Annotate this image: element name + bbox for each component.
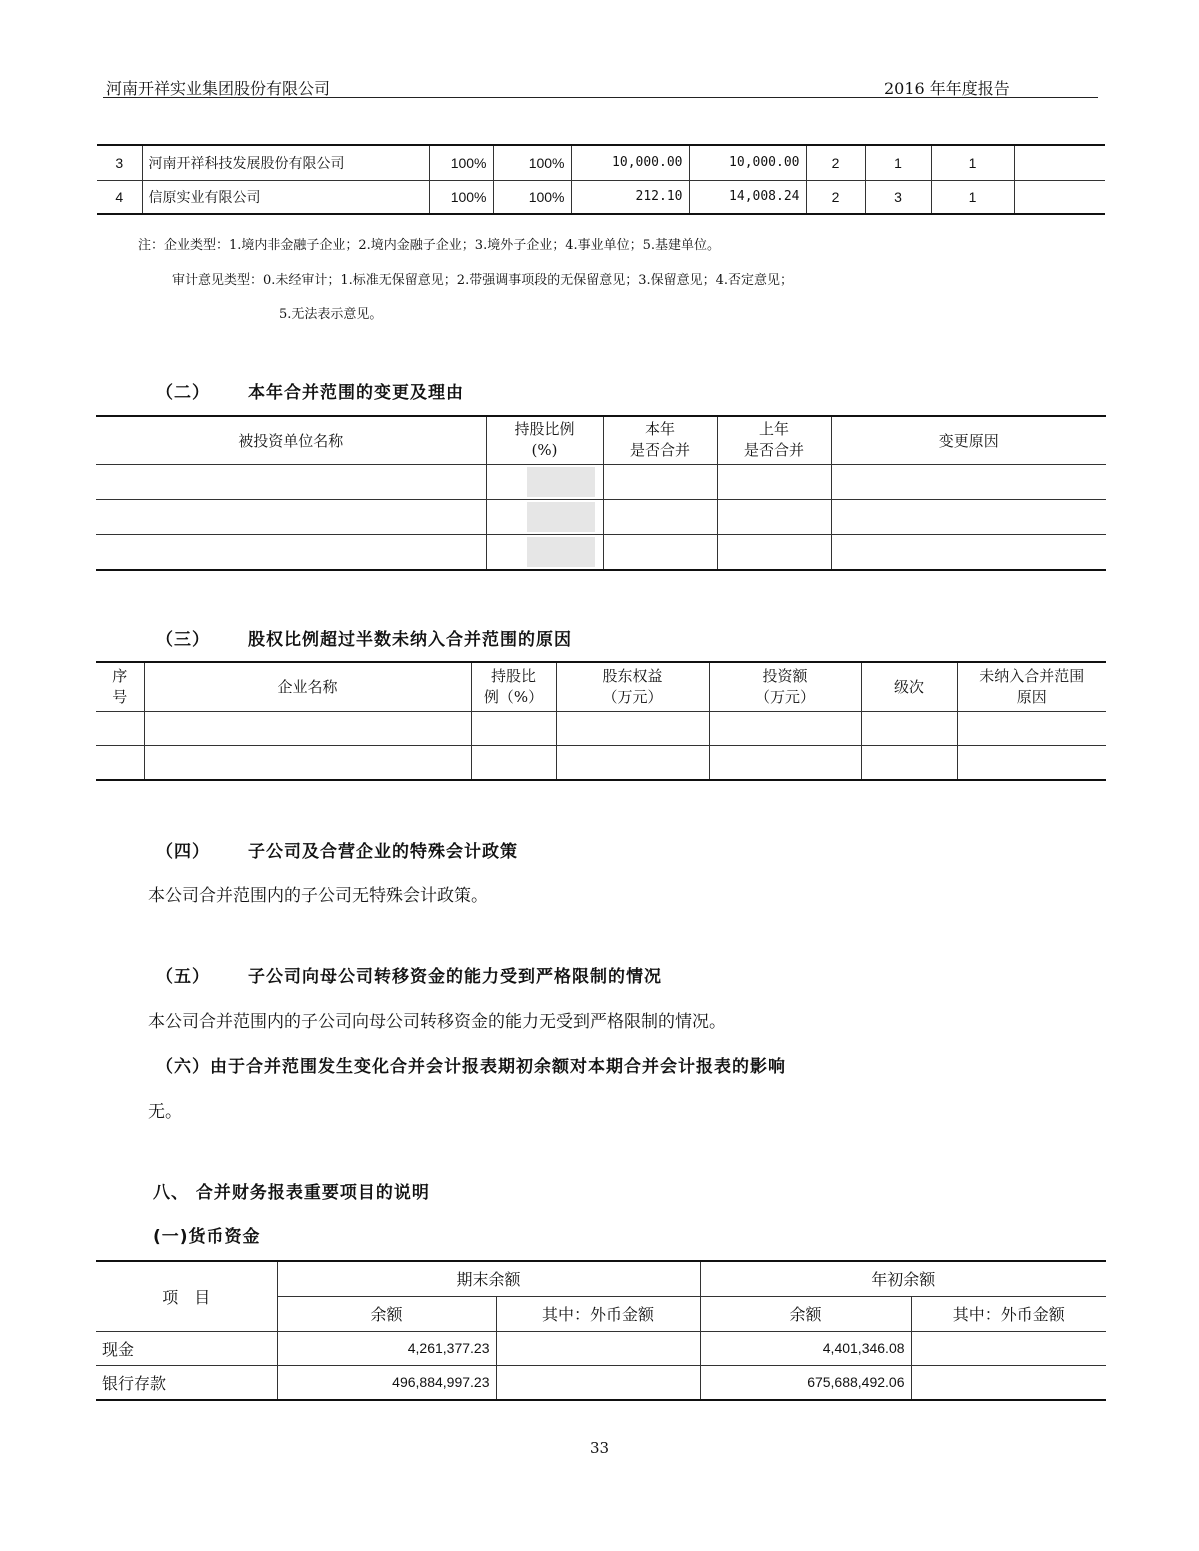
header-change-reason: 变更原因 [831, 416, 1106, 464]
section5-title: 子公司向母公司转移资金的能力受到严格限制的情况 [248, 967, 662, 987]
cell-end-amount: 496,884,997.23 [277, 1365, 496, 1400]
cell-empty [96, 464, 486, 499]
cell-empty [861, 711, 957, 745]
section5-text: 本公司合并范围内的子公司向母公司转移资金的能力无受到严格限制的情况。 [148, 1012, 726, 1032]
page-number: 33 [590, 1439, 610, 1457]
table-row [97, 180, 1105, 214]
header-share-ratio-line2: (%) [531, 441, 558, 460]
cell-shaded [486, 464, 603, 499]
cell-ratio: 100% [429, 145, 493, 180]
cell-begin-amount: 4,401,346.08 [700, 1331, 911, 1365]
cell-empty [144, 711, 471, 745]
cell-item: 现金 [96, 1331, 277, 1365]
section6-text: 无。 [148, 1102, 182, 1122]
cell-empty [96, 745, 144, 780]
cell-audit: 1 [931, 145, 1014, 180]
cell-ratio: 100% [429, 180, 493, 214]
header-item: 项 目 [96, 1261, 277, 1331]
header-current-year [603, 416, 717, 464]
section8-title: 八、 合并财务报表重要项目的说明 [153, 1183, 430, 1203]
section4-text: 本公司合并范围内的子公司无特殊会计政策。 [148, 886, 488, 906]
header-investment-line2: （万元） [754, 687, 815, 706]
table-row [96, 1365, 1106, 1400]
cell-empty [861, 745, 957, 780]
header-end-balance: 期末余额 [277, 1261, 700, 1296]
header-equity-line2: （万元） [602, 687, 663, 706]
header-divider [103, 97, 1098, 98]
section2-title: 本年合并范围的变更及理由 [248, 383, 464, 403]
cell-empty [957, 745, 1106, 780]
header-end-amount: 余额 [277, 1296, 496, 1331]
section5-number: （五） [156, 967, 210, 987]
section6-title: （六）由于合并范围发生变化合并会计报表期初余额对本期合并会计报表的影响 [156, 1057, 786, 1077]
cell-extra [1014, 180, 1105, 214]
cell-begin-fx [911, 1331, 1106, 1365]
header-equity [556, 662, 709, 711]
header-begin-amount: 余额 [700, 1296, 911, 1331]
header-share-ratio [471, 662, 556, 711]
cell-begin-amount: 675,688,492.06 [700, 1365, 911, 1400]
cell-name: 河南开祥科技发展股份有限公司 [142, 145, 429, 180]
header-previous-year [717, 416, 831, 464]
cell-seq: 3 [97, 145, 142, 180]
table-row [96, 711, 1106, 745]
cell-empty [603, 499, 717, 534]
table-row [96, 534, 1106, 570]
cell-capital: 10,000.00 [571, 145, 689, 180]
cell-shaded [486, 534, 603, 570]
header-share-ratio-line1: 持股比例 [514, 420, 575, 439]
cell-vote: 100% [493, 145, 571, 180]
cell-empty [831, 499, 1106, 534]
cell-empty [709, 711, 861, 745]
cell-empty [144, 745, 471, 780]
header-share-ratio [486, 416, 603, 464]
cash-table [96, 1260, 1106, 1401]
cell-extra [1014, 145, 1105, 180]
table-row [96, 1331, 1106, 1365]
cell-empty [709, 745, 861, 780]
cell-empty [717, 534, 831, 570]
cell-empty [556, 711, 709, 745]
note-line-1: 注：企业类型：1.境内非金融子企业；2.境内金融子企业；3.境外子企业；4.事业单位；5.基建单位。 [138, 238, 721, 253]
table-row [97, 145, 1105, 180]
header-previous-year-line2: 是否合并 [743, 441, 804, 460]
note-line-2: 审计意见类型：0.未经审计；1.标准无保留意见；2.带强调事项段的无保留意见；3.保留意见；4.否定意见； [172, 273, 794, 288]
cell-end-fx [496, 1331, 700, 1365]
header-current-year-line2: 是否合并 [629, 441, 690, 460]
section3-number: （三） [156, 630, 210, 650]
subsidiary-table [97, 144, 1105, 215]
cell-capital: 212.10 [571, 180, 689, 214]
header-seq-line1: 序 [112, 666, 128, 685]
table-row [96, 745, 1106, 780]
cell-type: 2 [806, 145, 865, 180]
section3-title: 股权比例超过半数未纳入合并范围的原因 [248, 630, 572, 650]
cell-empty [831, 534, 1106, 570]
header-level: 级次 [861, 662, 957, 711]
cell-shaded [486, 499, 603, 534]
header-equity-line1: 股东权益 [602, 666, 663, 685]
table-header-row [96, 662, 1106, 711]
header-company-name: 企业名称 [144, 662, 471, 711]
header-company: 河南开祥实业集团股份有限公司 [106, 79, 331, 98]
cell-audit: 1 [931, 180, 1014, 214]
section4-number: （四） [156, 842, 210, 862]
cell-invest: 14,008.24 [689, 180, 806, 214]
cell-begin-fx [911, 1365, 1106, 1400]
header-current-year-line1: 本年 [644, 420, 675, 439]
header-seq [96, 662, 144, 711]
section2-number: （二） [156, 383, 210, 403]
cell-vote: 100% [493, 180, 571, 214]
cell-item: 银行存款 [96, 1365, 277, 1400]
cell-empty [717, 499, 831, 534]
header-report-title: 2016 年年度报告 [884, 79, 1010, 98]
cell-empty [471, 711, 556, 745]
header-begin-fx: 其中：外币金额 [911, 1296, 1106, 1331]
table-row [96, 464, 1106, 499]
cell-name: 信原实业有限公司 [142, 180, 429, 214]
header-previous-year-line1: 上年 [758, 420, 789, 439]
section4-title: 子公司及合营企业的特殊会计政策 [248, 842, 518, 862]
header-begin-balance: 年初余额 [700, 1261, 1106, 1296]
cell-empty [96, 499, 486, 534]
cell-empty [96, 711, 144, 745]
cell-empty [603, 464, 717, 499]
cell-invest: 10,000.00 [689, 145, 806, 180]
cell-type: 2 [806, 180, 865, 214]
cell-empty [717, 464, 831, 499]
header-share-ratio-line1: 持股比 [490, 666, 536, 685]
note-line-3: 5.无法表示意见。 [279, 307, 383, 322]
cell-end-amount: 4,261,377.23 [277, 1331, 496, 1365]
header-reason-line1: 未纳入合并范围 [979, 666, 1085, 685]
unconsolidated-table [96, 661, 1106, 781]
cell-empty [957, 711, 1106, 745]
header-end-fx: 其中：外币金额 [496, 1296, 700, 1331]
section8-subtitle: (一)货币资金 [153, 1227, 261, 1247]
cell-seq: 4 [97, 180, 142, 214]
cell-empty [471, 745, 556, 780]
cell-end-fx [496, 1365, 700, 1400]
cell-empty [831, 464, 1106, 499]
table-header-row [96, 416, 1106, 464]
header-investment [709, 662, 861, 711]
header-investment-line1: 投资额 [762, 666, 808, 685]
header-reason-line2: 原因 [1016, 687, 1047, 706]
table-header-row [96, 1261, 1106, 1296]
header-investee-name: 被投资单位名称 [96, 416, 486, 464]
cell-level: 3 [865, 180, 931, 214]
header-reason [957, 662, 1106, 711]
scope-change-table [96, 415, 1106, 571]
cell-empty [603, 534, 717, 570]
cell-level: 1 [865, 145, 931, 180]
header-seq-line2: 号 [112, 687, 128, 706]
header-share-ratio-line2: 例（%） [483, 687, 544, 706]
cell-empty [556, 745, 709, 780]
table-row [96, 499, 1106, 534]
cell-empty [96, 534, 486, 570]
